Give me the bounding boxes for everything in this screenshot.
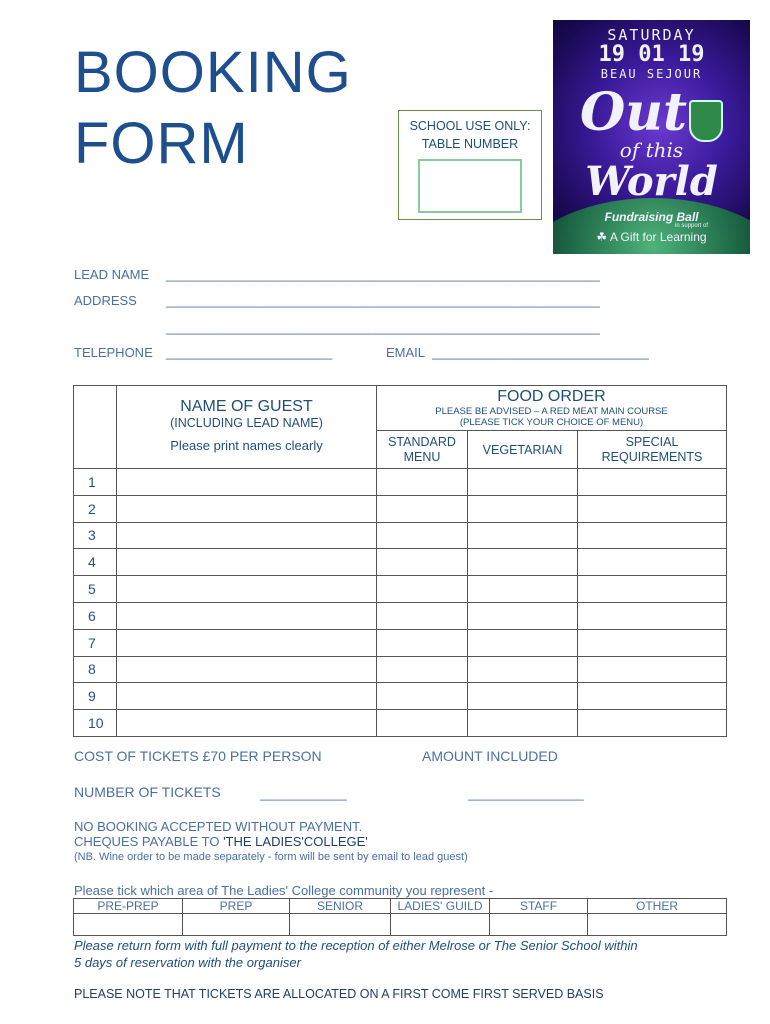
payment-required: NO BOOKING ACCEPTED WITHOUT PAYMENT. [74,819,363,834]
tick-staff[interactable] [490,914,588,936]
page-title-line1: BOOKING [74,40,352,105]
poster-day: SATURDAY [607,26,696,44]
guest-name-cell[interactable] [117,710,377,737]
vegetarian-cell[interactable] [468,710,578,737]
vegetarian-cell[interactable] [468,522,578,549]
guest-name-cell[interactable] [117,602,377,629]
food-order-note1: PLEASE BE ADVISED – A RED MEAT MAIN COURSE [435,406,668,417]
amount-included-label: AMOUNT INCLUDED [422,748,558,764]
special-requirements-cell[interactable] [578,495,727,522]
table-number-field[interactable] [418,159,522,213]
guest-name-note: Please print names clearly [170,438,323,453]
guest-row [74,683,727,710]
guest-name-cell[interactable] [117,656,377,683]
tick-ladies-guild[interactable] [391,914,490,936]
guest-name-header [117,386,377,469]
guest-name-cell[interactable] [117,469,377,496]
standard-menu-cell[interactable] [377,656,468,683]
guest-row [74,656,727,683]
school-use-label: SCHOOL USE ONLY: [409,119,531,133]
school-use-box [398,110,542,220]
special-requirements-cell[interactable] [578,469,727,496]
address-input-2[interactable]: ____________________________________________________________ [166,320,600,335]
area-prep: PREP [183,899,290,914]
vegetarian-cell[interactable] [468,495,578,522]
standard-menu-cell[interactable] [377,629,468,656]
special-requirements-cell[interactable] [578,602,727,629]
special-requirements-cell[interactable] [578,710,727,737]
address-label: ADDRESS [74,293,137,308]
guest-row [74,710,727,737]
row-number: 2 [74,495,117,522]
college-name: 'THE LADIES'COLLEGE' [223,834,368,849]
guest-name-cell[interactable] [117,549,377,576]
number-of-tickets-input[interactable]: ____________ [260,786,347,801]
row-number: 7 [74,629,117,656]
telephone-input[interactable]: _______________________ [166,345,333,360]
special-requirements-cell[interactable] [578,576,727,603]
standard-menu-cell[interactable] [377,469,468,496]
leaf-icon: ☘ [596,230,610,244]
standard-menu-cell[interactable] [377,710,468,737]
amount-input[interactable]: ________________ [468,786,584,801]
crest-icon [689,100,723,142]
vegetarian-cell[interactable] [468,683,578,710]
email-input[interactable]: ______________________________ [432,345,649,360]
row-number: 9 [74,683,117,710]
area-other: OTHER [588,899,727,914]
poster-title-out: Out [579,82,688,143]
guest-name-cell[interactable] [117,629,377,656]
vegetarian-cell[interactable] [468,602,578,629]
allocation-note: PLEASE NOTE THAT TICKETS ARE ALLOCATED ON A FIRST COME FIRST SERVED BASIS [74,987,604,1001]
standard-menu-cell[interactable] [377,522,468,549]
poster-title-ofthis: of this [619,138,684,162]
page-title-line2: FORM [74,111,249,176]
food-order-header [377,386,727,431]
standard-menu-cell[interactable] [377,549,468,576]
community-table [73,898,727,936]
area-ladies-guild: LADIES' GUILD [391,899,490,914]
special-requirements-cell[interactable] [578,549,727,576]
guest-name-title: NAME OF GUEST [180,398,313,415]
standard-menu-cell[interactable] [377,495,468,522]
guest-name-cell[interactable] [117,683,377,710]
lead-name-label: LEAD NAME [74,267,150,282]
special-requirements-header: SPECIAL REQUIREMENTS [578,431,727,469]
guest-name-cell[interactable] [117,495,377,522]
row-number: 4 [74,549,117,576]
guest-row [74,522,727,549]
row-number: 10 [74,710,117,737]
vegetarian-cell[interactable] [468,469,578,496]
row-number: 3 [74,522,117,549]
standard-menu-cell[interactable] [377,683,468,710]
special-requirements-cell[interactable] [578,522,727,549]
table-number-label: TABLE NUMBER [421,137,519,151]
standard-menu-header: STANDARD MENU [377,431,468,469]
guest-table [73,385,727,737]
vegetarian-cell[interactable] [468,629,578,656]
tick-prep[interactable] [183,914,290,936]
guest-name-sub: (INCLUDING LEAD NAME) [170,416,323,430]
guest-row [74,469,727,496]
email-label: EMAIL [386,345,426,360]
food-order-note2: (PLEASE TICK YOUR CHOICE OF MENU) [459,417,644,428]
tick-pre-prep[interactable] [74,914,183,936]
poster-support: in support of [674,223,709,229]
telephone-label: TELEPHONE [74,345,153,360]
cheques-payable: CHEQUES PAYABLE TO 'THE LADIES'COLLEGE' [74,834,368,849]
guest-row [74,495,727,522]
special-requirements-cell[interactable] [578,656,727,683]
poster-charity: ☘ A Gift for Learning [596,230,707,244]
poster-title-world: World [585,158,718,205]
area-staff: STAFF [490,899,588,914]
tick-other[interactable] [588,914,727,936]
lead-name-input[interactable]: ____________________________________________________________ [166,267,600,282]
row-number: 5 [74,576,117,603]
row-number: 8 [74,656,117,683]
number-of-tickets-label: NUMBER OF TICKETS [74,784,221,800]
standard-menu-cell[interactable] [377,576,468,603]
vegetarian-cell[interactable] [468,549,578,576]
guest-row [74,602,727,629]
address-input-1[interactable]: ____________________________________________________________ [166,293,600,308]
event-poster [553,20,750,254]
poster-date: 19 01 19 [598,42,705,67]
vegetarian-cell[interactable] [468,576,578,603]
community-prompt: Please tick which area of The Ladies' College community you represent - [74,883,494,898]
standard-menu-cell[interactable] [377,602,468,629]
guest-name-cell[interactable] [117,522,377,549]
return-instructions-1: Please return form with full payment to the reception of either Melrose or The Senior School within [74,938,638,953]
area-pre-prep: PRE-PREP [74,899,183,914]
poster-venue: BEAU SEJOUR [600,67,703,81]
food-order-title: FOOD ORDER [497,388,606,405]
return-instructions-2: 5 days of reservation with the organiser [74,955,301,970]
poster-subtitle: Fundraising Ball [604,210,699,224]
guest-row [74,576,727,603]
area-senior: SENIOR [290,899,391,914]
vegetarian-header: VEGETARIAN [468,431,578,469]
tick-senior[interactable] [290,914,391,936]
guest-row [74,549,727,576]
cost-label: COST OF TICKETS £70 PER PERSON [74,748,322,764]
guest-row [74,629,727,656]
row-number: 6 [74,602,117,629]
vegetarian-cell[interactable] [468,656,578,683]
special-requirements-cell[interactable] [578,683,727,710]
guest-name-cell[interactable] [117,576,377,603]
special-requirements-cell[interactable] [578,629,727,656]
wine-note: (NB. Wine order to be made separately - form will be sent by email to lead guest) [74,851,468,863]
row-number: 1 [74,469,117,496]
row-number-header [74,386,117,469]
